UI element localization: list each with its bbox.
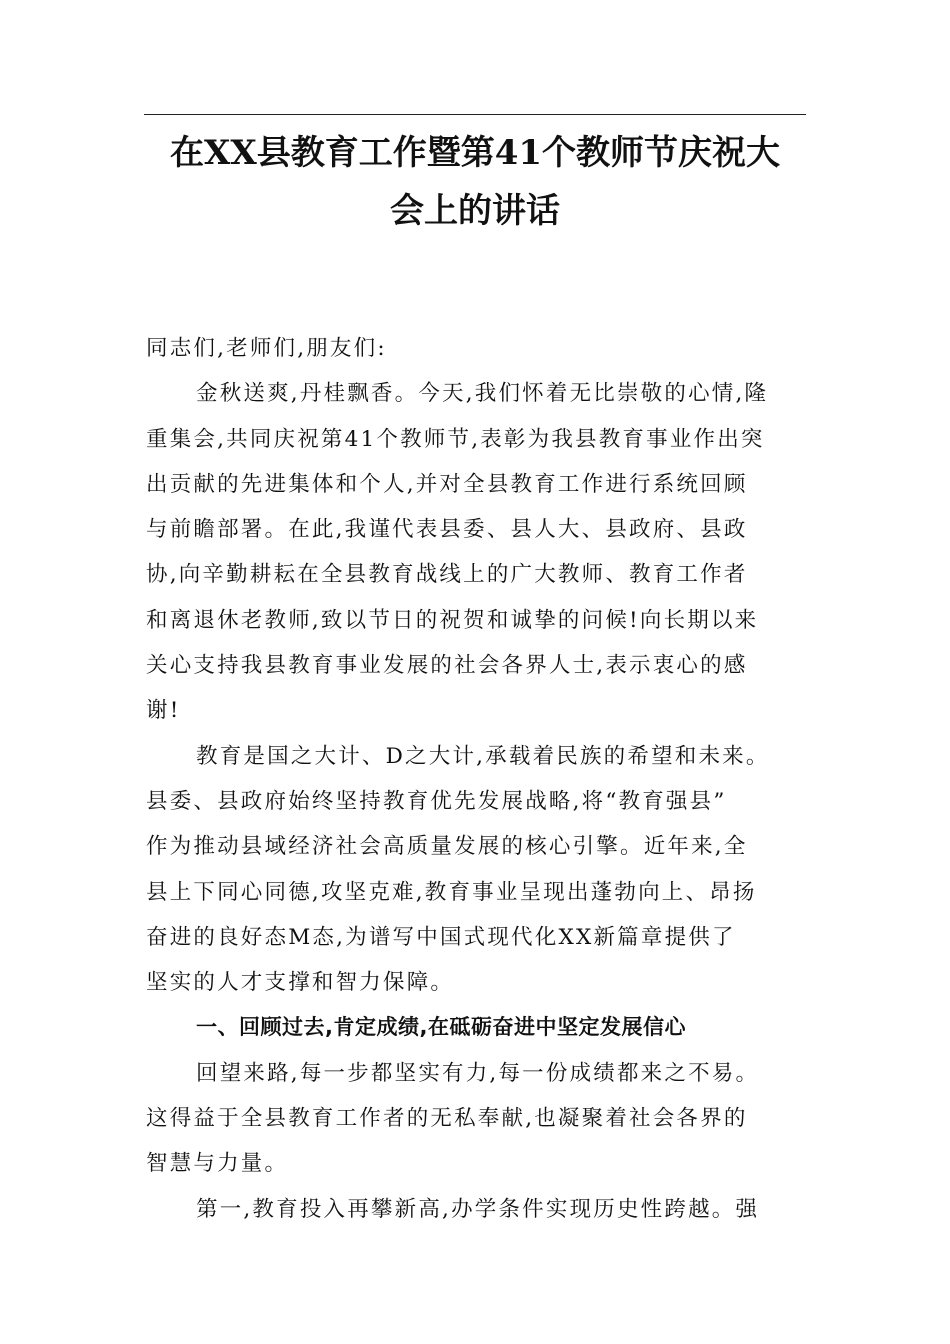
section-heading: 一、回顾过去,肯定成绩,在砥砺奋进中坚定发展信心 — [196, 1015, 686, 1040]
paragraph-line: 县上下同心同德,攻坚克难,教育事业呈现出蓬勃向上、昂扬 — [146, 879, 757, 905]
paragraph-review — [146, 1051, 810, 1187]
paragraph-line: 奋进的良好态M态,为谱写中国式现代化XX新篇章提供了 — [146, 924, 736, 950]
paragraph-education — [146, 734, 810, 1006]
document-title — [140, 124, 810, 240]
paragraph-line: 出贡献的先进集体和个人,并对全县教育工作进行系统回顾 — [146, 471, 748, 497]
paragraph-opening — [146, 371, 810, 733]
paragraph-line: 县委、县政府始终坚持教育优先发展战略,将“教育强县” — [146, 788, 727, 814]
header-rule — [144, 114, 806, 115]
paragraph-line: 与前瞻部署。在此,我谨代表县委、县人大、县政府、县政 — [146, 517, 748, 543]
paragraph-line: 和离退休老教师,致以节日的祝贺和诚挚的问候!向长期以来 — [146, 607, 759, 633]
paragraph-line: 第一,教育投入再攀新高,办学条件实现历史性跨越。强 — [196, 1196, 760, 1222]
paragraph-line: 谢! — [146, 698, 181, 724]
title-line-1: 在XX县教育工作暨第41个教师节庆祝大 — [169, 133, 781, 173]
document-body — [146, 326, 810, 1232]
salutation: 同志们,老师们,朋友们: — [146, 336, 387, 361]
paragraph-line: 坚实的人才支撑和智力保障。 — [146, 970, 455, 996]
paragraph-line: 金秋送爽,丹桂飘香。今天,我们怀着无比崇敬的心情,隆 — [196, 381, 769, 407]
paragraph-line: 智慧与力量。 — [146, 1151, 289, 1177]
title-line-2: 会上的讲话 — [390, 191, 560, 231]
paragraph-line: 协,向辛勤耕耘在全县教育战线上的广大教师、教育工作者 — [146, 562, 748, 588]
paragraph-first-point — [146, 1187, 810, 1232]
paragraph-line: 回望来路,每一步都坚实有力,每一份成绩都来之不易。 — [196, 1060, 760, 1086]
paragraph-line: 作为推动县域经济社会高质量发展的核心引擎。近年来,全 — [146, 834, 748, 860]
paragraph-line: 教育是国之大计、D之大计,承载着民族的希望和未来。 — [196, 743, 770, 769]
paragraph-line: 重集会,共同庆祝第41个教师节,表彰为我县教育事业作出突 — [146, 426, 765, 452]
paragraph-line: 这得益于全县教育工作者的无私奉献,也凝聚着社会各界的 — [146, 1106, 748, 1132]
paragraph-line: 关心支持我县教育事业发展的社会各界人士,表示衷心的感 — [146, 653, 748, 679]
